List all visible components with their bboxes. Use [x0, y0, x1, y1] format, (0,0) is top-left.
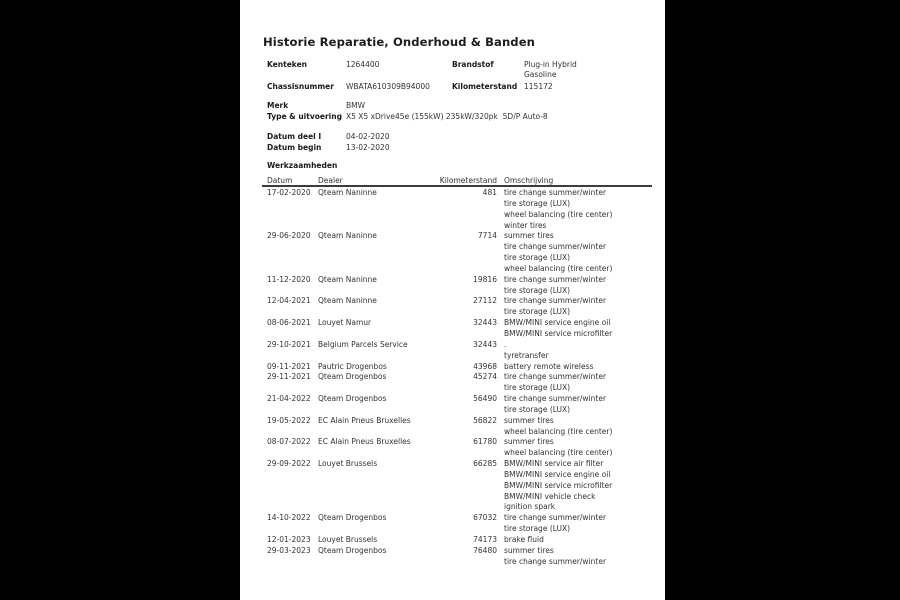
document-page: [240, 0, 665, 600]
cell-dealer: EC Alain Pneus Bruxelles: [318, 437, 411, 447]
omschrijving-line: summer tires: [504, 415, 554, 425]
cell-dealer: Qteam Naninne: [318, 296, 377, 306]
omschrijving-line: tire change summer/winter: [504, 242, 607, 252]
cell-kilometerstand: 19816: [473, 274, 497, 284]
type-uitvoering-label: Type & uitvoering: [267, 112, 342, 121]
omschrijving-line: BMW/MINI service engine oil: [504, 469, 611, 479]
kilometerstand-label: Kilometerstand: [452, 82, 518, 91]
cell-datum: 08-07-2022: [267, 437, 311, 447]
cell-datum: 12-04-2021: [267, 296, 311, 306]
cell-dealer: Qteam Drogenbos: [318, 372, 387, 382]
cell-omschrijving: [504, 340, 659, 362]
cell-kilometerstand: 74173: [473, 535, 497, 544]
cell-dealer: Qteam Naninne: [318, 274, 377, 284]
cell-datum: 29-06-2020: [267, 231, 311, 241]
table-row: [267, 372, 659, 394]
cell-dealer: Louyet Brussels: [318, 535, 378, 544]
cell-kilometerstand: 56822: [473, 415, 497, 425]
page-title: Historie Reparatie, Onderhoud & Banden: [263, 35, 536, 49]
omschrijving-line: tire storage (LUX): [504, 253, 571, 263]
cell-dealer: Qteam Drogenbos: [318, 545, 387, 555]
omschrijving-line: brake fluid: [504, 535, 544, 544]
omschrijving-line: BMW/MINI service microfilter: [504, 328, 613, 338]
brandstof-value-line2: Gasoline: [524, 70, 557, 79]
omschrijving-line: battery remote wireless: [504, 361, 594, 371]
omschrijving-line: summer tires: [504, 231, 554, 241]
cell-datum: 29-11-2021: [267, 372, 311, 382]
omschrijving-line: summer tires: [504, 437, 554, 447]
datum-deel-1-label: Datum deel I: [267, 132, 322, 141]
cell-datum: 11-12-2020: [267, 274, 311, 284]
datum-deel-1-value: 04-02-2020: [346, 132, 390, 141]
chassisnummer-value: WBATA610309B94000: [346, 82, 430, 91]
cell-omschrijving: [504, 394, 659, 416]
column-header-datum: Datum: [267, 176, 293, 185]
cell-kilometerstand: 43968: [473, 361, 497, 371]
table-row: [267, 340, 659, 362]
omschrijving-line: wheel balancing (tire center): [504, 263, 613, 273]
cell-datum: 29-09-2022: [267, 459, 311, 469]
cell-dealer: Qteam Naninne: [318, 188, 377, 197]
merk-label: Merk: [267, 101, 289, 110]
omschrijving-line: wheel balancing (tire center): [504, 448, 613, 458]
datum-begin-label: Datum begin: [267, 143, 322, 152]
omschrijving-line: wheel balancing (tire center): [504, 209, 613, 219]
cell-omschrijving: [504, 416, 659, 438]
cell-dealer: Qteam Drogenbos: [318, 513, 387, 523]
cell-omschrijving: [504, 362, 659, 373]
cell-omschrijving: [504, 318, 659, 340]
omschrijving-line: ignition spark: [504, 502, 556, 512]
table-row: [267, 296, 659, 318]
column-header-dealer: Dealer: [318, 176, 343, 185]
omschrijving-line: tire change summer/winter: [504, 188, 607, 197]
omschrijving-line: tire change summer/winter: [504, 394, 607, 404]
cell-dealer: EC Alain Pneus Bruxelles: [318, 415, 411, 425]
table-row: [267, 416, 659, 438]
table-row: [267, 546, 659, 568]
cell-datum: 08-06-2021: [267, 318, 311, 328]
kenteken-label: Kenteken: [267, 60, 307, 69]
omschrijving-line: summer tires: [504, 545, 554, 555]
omschrijving-line: tire storage (LUX): [504, 404, 571, 414]
omschrijving-line: BMW/MINI service microfilter: [504, 480, 613, 490]
cell-dealer: Belgium Parcels Service: [318, 339, 408, 349]
omschrijving-line: tire storage (LUX): [504, 307, 571, 317]
merk-value: BMW: [346, 101, 366, 110]
omschrijving-line: tire change summer/winter: [504, 556, 607, 566]
cell-omschrijving: [504, 372, 659, 394]
omschrijving-line: tire storage (LUX): [504, 383, 571, 393]
table-row: [267, 459, 659, 513]
cell-dealer: Louyet Brussels: [318, 459, 378, 469]
cell-datum: 29-10-2021: [267, 339, 311, 349]
cell-kilometerstand: 61780: [473, 437, 497, 447]
omschrijving-line: tire storage (LUX): [504, 524, 571, 534]
cell-kilometerstand: 481: [482, 188, 497, 197]
table-header-rule: [262, 185, 652, 187]
omschrijving-line: tire storage (LUX): [504, 285, 571, 295]
omschrijving-line: BMW/MINI vehicle check: [504, 491, 596, 501]
table-row: [267, 231, 659, 274]
cell-datum: 09-11-2021: [267, 361, 311, 371]
cell-omschrijving: [504, 546, 659, 568]
section-title-werkzaamheden: Werkzaamheden: [267, 161, 338, 170]
cell-kilometerstand: 66285: [473, 459, 497, 469]
column-header-omschrijving: Omschrijving: [504, 176, 554, 185]
table-row: [267, 513, 659, 535]
cell-dealer: Louyet Namur: [318, 318, 372, 328]
table-row: [267, 437, 659, 459]
cell-omschrijving: [504, 459, 659, 513]
cell-dealer: Pautric Drogenbos: [318, 361, 387, 371]
brandstof-label: Brandstof: [452, 60, 494, 69]
cell-dealer: Qteam Naninne: [318, 231, 377, 241]
omschrijving-line: tyretransfer: [504, 350, 549, 360]
table-row: [267, 535, 659, 546]
omschrijving-line: tire storage (LUX): [504, 198, 571, 208]
cell-omschrijving: [504, 535, 659, 546]
cell-datum: 17-02-2020: [267, 188, 311, 197]
cell-datum: 12-01-2023: [267, 535, 311, 544]
cell-omschrijving: [504, 188, 659, 231]
table-row: [267, 394, 659, 416]
omschrijving-line: tire change summer/winter: [504, 274, 607, 284]
cell-omschrijving: [504, 275, 659, 297]
omschrijving-line: wheel balancing (tire center): [504, 426, 613, 436]
cell-omschrijving: [504, 296, 659, 318]
omschrijving-line: BMW/MINI service air filter: [504, 459, 604, 469]
omschrijving-line: .: [504, 339, 507, 349]
cell-omschrijving: [504, 231, 659, 274]
cell-kilometerstand: 7714: [477, 231, 497, 241]
cell-omschrijving: [504, 437, 659, 459]
omschrijving-line: tire change summer/winter: [504, 513, 607, 523]
kilometerstand-value: 115172: [524, 82, 553, 91]
cell-datum: 19-05-2022: [267, 415, 311, 425]
cell-kilometerstand: 76480: [473, 545, 497, 555]
chassisnummer-label: Chassisnummer: [267, 82, 334, 91]
cell-kilometerstand: 56490: [473, 394, 497, 404]
cell-kilometerstand: 32443: [473, 339, 497, 349]
kenteken-value: 1264400: [346, 60, 380, 69]
cell-kilometerstand: 45274: [473, 372, 497, 382]
cell-kilometerstand: 27112: [473, 296, 497, 306]
work-rows: [267, 188, 659, 568]
omschrijving-line: tire change summer/winter: [504, 372, 607, 382]
table-row: [267, 275, 659, 297]
omschrijving-line: tire change summer/winter: [504, 296, 607, 306]
datum-begin-value: 13-02-2020: [346, 143, 390, 152]
table-row: [267, 362, 659, 373]
cell-datum: 29-03-2023: [267, 545, 311, 555]
cell-dealer: Qteam Drogenbos: [318, 394, 387, 404]
column-header-kilometerstand: Kilometerstand: [439, 176, 497, 185]
type-uitvoering-value: X5 X5 xDrive45e (155kW) 235kW/320pk 5D/P Auto-8: [346, 112, 548, 121]
table-row: [267, 318, 659, 340]
brandstof-value-line1: Plug-in Hybrid: [524, 60, 577, 69]
cell-omschrijving: [504, 513, 659, 535]
omschrijving-line: winter tires: [504, 220, 547, 230]
table-row: [267, 188, 659, 231]
cell-kilometerstand: 32443: [473, 318, 497, 328]
cell-datum: 14-10-2022: [267, 513, 311, 523]
omschrijving-line: BMW/MINI service engine oil: [504, 318, 611, 328]
cell-kilometerstand: 67032: [473, 513, 497, 523]
cell-datum: 21-04-2022: [267, 394, 311, 404]
